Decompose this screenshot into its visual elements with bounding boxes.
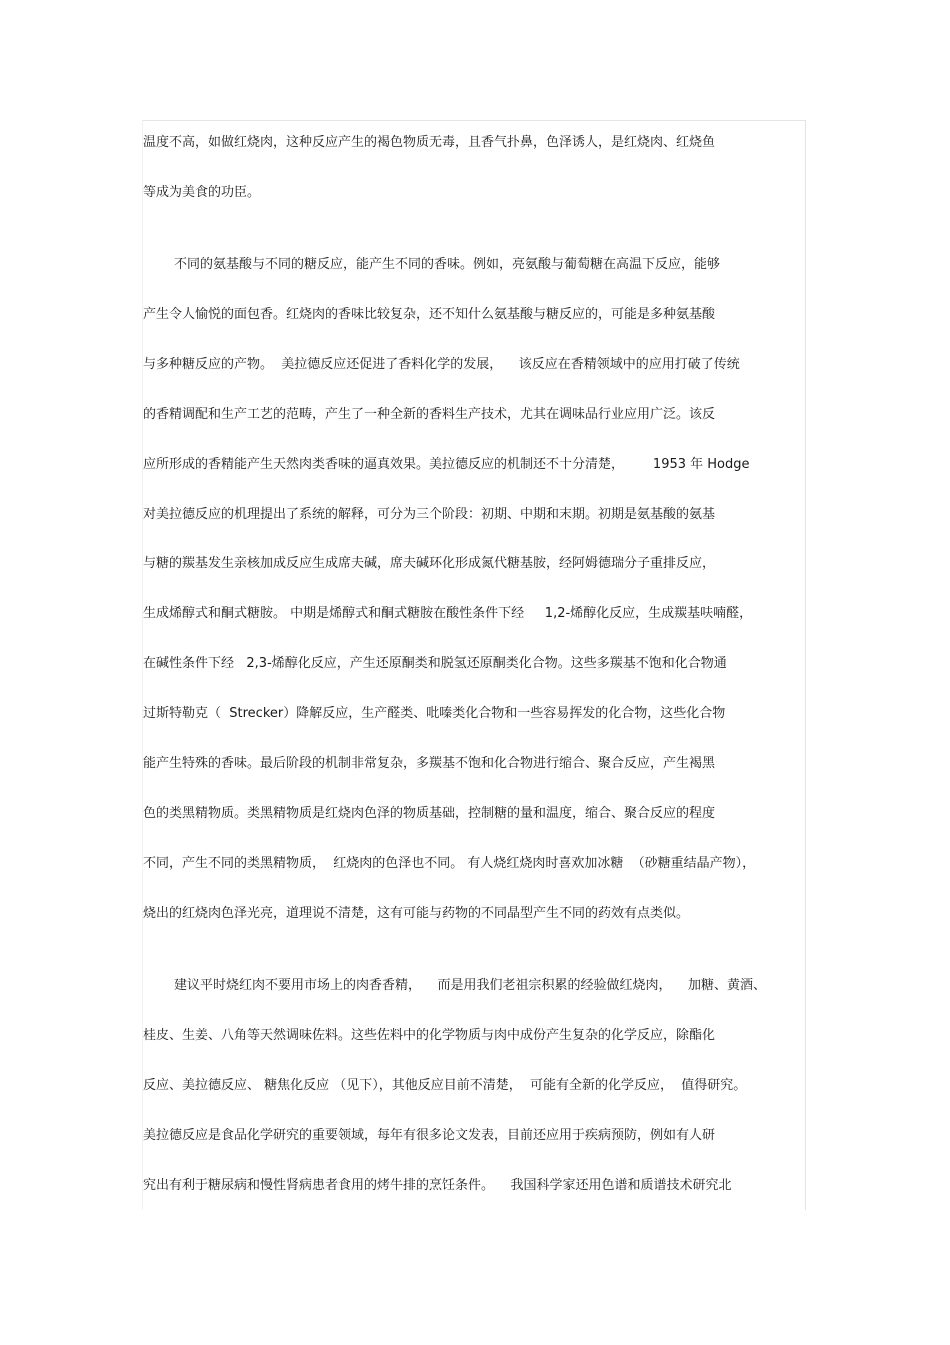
text-line: 生成烯醇式和酮式糖胺。 中期是烯醇式和酮式糖胺在酸性条件下经 1,2-烯醇化反应，生成羰基呋喃醛， — [143, 606, 753, 621]
text-line: 建议平时烧红肉不要用市场上的肉香香精， 而是用我们老祖宗积累的经验做红烧肉， 加糖、黄酒、 — [174, 978, 767, 993]
text-line: 在碱性条件下经 2,3-烯醇化反应，产生还原酮类和脱氢还原酮类化合物。这些多羰基不饱和化合物通 — [143, 656, 727, 671]
text-line: 过斯特勒克（ Strecker）降解反应，生产醛类、吡嗪类化合物和一些容易挥发的化合物，这些化合物 — [143, 706, 726, 721]
text-line: 应所形成的香精能产生天然肉类香味的逼真效果。美拉德反应的机制还不十分清楚， 1953 年 Hodge — [143, 457, 750, 472]
text-line: 不同的氨基酸与不同的糖反应，能产生不同的香味。例如，亮氨酸与葡萄糖在高温下反应，能够 — [174, 257, 721, 272]
text-line: 产生令人愉悦的面包香。红烧肉的香味比较复杂，还不知什么氨基酸与糖反应的，可能是多种氨基酸 — [143, 307, 716, 322]
text-line: 温度不高，如做红烧肉，这种反应产生的褐色物质无毒，且香气扑鼻，色泽诱人，是红烧肉、红烧鱼 — [143, 135, 716, 150]
text-line: 烧出的红烧肉色泽光亮，道理说不清楚，这有可能与药物的不同晶型产生不同的药效有点类似。 — [143, 906, 690, 921]
text-line: 能产生特殊的香味。最后阶段的机制非常复杂，多羰基不饱和化合物进行缩合、聚合反应，产生褐黑 — [143, 756, 716, 771]
text-line: 与糖的羰基发生亲核加成反应生成席夫碱，席夫碱环化形成氮代糖基胺，经阿姆德瑞分子重排反应， — [143, 556, 716, 571]
text-line: 等成为美食的功臣。 — [143, 185, 261, 200]
text-line: 对美拉德反应的机理提出了系统的解释，可分为三个阶段：初期、中期和末期。初期是氨基酸的氨基 — [143, 507, 716, 522]
text-line: 的香精调配和生产工艺的范畴，产生了一种全新的香料生产技术，尤其在调味品行业应用广泛。该反 — [143, 407, 716, 422]
text-line: 反应、美拉德反应、 糖焦化反应 （见下），其他反应目前不清楚， 可能有全新的化学反应， 值得研究。 — [143, 1078, 747, 1093]
text-line: 桂皮、生姜、八角等天然调味佐料。这些佐料中的化学物质与肉中成份产生复杂的化学反应，除酯化 — [143, 1028, 716, 1043]
text-line: 色的类黑精物质。类黑精物质是红烧肉色泽的物质基础，控制糖的量和温度，缩合、聚合反应的程度 — [143, 806, 716, 821]
text-line: 美拉德反应是食品化学研究的重要领域，每年有很多论文发表，目前还应用于疾病预防，例如有人研 — [143, 1128, 716, 1143]
text-line: 不同，产生不同的类黑精物质， 红烧肉的色泽也不同。 有人烧红烧肉时喜欢加冰糖 （砂糖重结晶产物）， — [143, 856, 756, 871]
text-line: 与多种糖反应的产物。 美拉德反应还促进了香料化学的发展， 该反应在香精领域中的应用打破了传统 — [143, 357, 740, 372]
text-line: 究出有利于糖尿病和慢性肾病患者食用的烤牛排的烹饪条件。 我国科学家还用色谱和质谱技术研究北 — [143, 1178, 732, 1193]
